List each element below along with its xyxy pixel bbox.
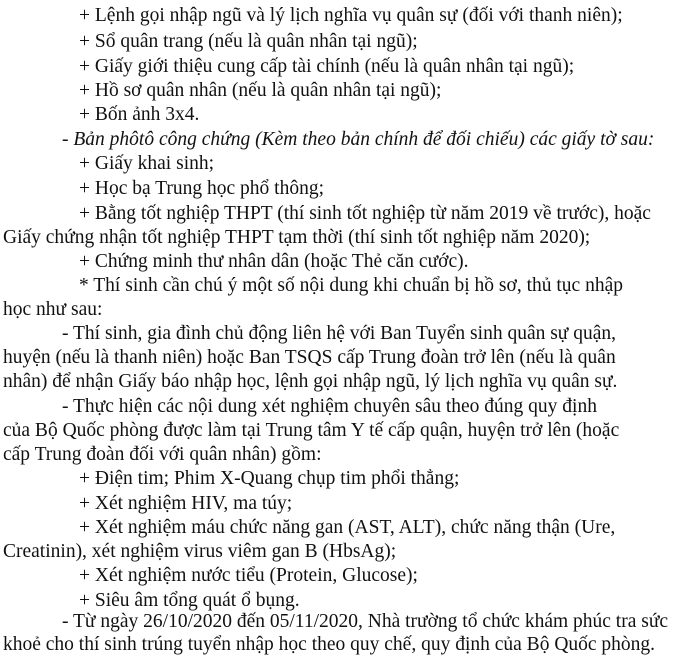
text-line: + Xét nghiệm máu chức năng gan (AST, ALT), chức năng thận (Ure, <box>79 517 616 538</box>
text-line: + Siêu âm tổng quát ổ bụng. <box>79 590 300 611</box>
text-line: - Từ ngày 26/10/2020 đến 05/11/2020, Nhà trường tổ chức khám phúc tra sức <box>62 611 669 632</box>
text-line: + Sổ quân trang (nếu là quân nhân tại ngũ); <box>79 31 418 52</box>
text-line: - Thí sinh, gia đình chủ động liên hệ với Ban Tuyển sinh quân sự quận, <box>62 323 617 344</box>
text-line: Creatinin), xét nghiệm virus viêm gan B (HbsAg); <box>3 541 397 562</box>
text-line: cấp Trung đoàn đối với quân nhân) gồm: <box>3 444 322 465</box>
text-line: + Chứng minh thư nhân dân (hoặc Thẻ căn cước). <box>79 251 469 272</box>
text-line: huyện (nếu là thanh niên) hoặc Ban TSQS cấp Trung đoàn trở lên (nếu là quân <box>3 347 616 368</box>
text-line: + Điện tim; Phim X-Quang chụp tim phổi thẳng; <box>79 468 460 489</box>
text-line: học như sau: <box>3 299 103 320</box>
text-line: + Học bạ Trung học phổ thông; <box>79 178 324 199</box>
text-line: + Lệnh gọi nhập ngũ và lý lịch nghĩa vụ quân sự (đối với thanh niên); <box>79 5 623 26</box>
text-line: - Thực hiện các nội dung xét nghiệm chuyên sâu theo đúng quy định <box>62 396 597 417</box>
text-line: nhân) để nhận Giấy báo nhập học, lệnh gọi nhập ngũ, lý lịch nghĩa vụ quân sự. <box>3 371 618 392</box>
text-line: khoẻ cho thí sinh trúng tuyển nhập học theo quy chế, quy định của Bộ Quốc phòng. <box>3 634 656 655</box>
text-line: + Giấy giới thiệu cung cấp tài chính (nếu là quân nhân tại ngũ); <box>79 56 575 77</box>
text-line: + Bằng tốt nghiệp THPT (thí sinh tốt nghiệp từ năm 2019 về trước), hoặc <box>79 203 651 224</box>
text-line: của Bộ Quốc phòng được làm tại Trung tâm Y tế cấp quận, huyện trở lên (hoặc <box>3 420 620 441</box>
text-line: + Hồ sơ quân nhân (nếu là quân nhân tại ngũ); <box>79 80 442 101</box>
text-line: - Bản phôtô công chứng (Kèm theo bản chính để đối chiếu) các giấy tờ sau: <box>62 129 655 150</box>
text-line: + Xét nghiệm nước tiểu (Protein, Glucose); <box>79 565 418 586</box>
text-line: + Bốn ảnh 3x4. <box>79 104 200 125</box>
text-line: + Giấy khai sinh; <box>79 153 215 174</box>
text-line: * Thí sinh cần chú ý một số nội dung khi chuẩn bị hồ sơ, thủ tục nhập <box>79 275 623 296</box>
text-line: Giấy chứng nhận tốt nghiệp THPT tạm thời (thí sinh tốt nghiệp năm 2020); <box>3 227 591 248</box>
text-line: + Xét nghiệm HIV, ma túy; <box>79 493 293 514</box>
